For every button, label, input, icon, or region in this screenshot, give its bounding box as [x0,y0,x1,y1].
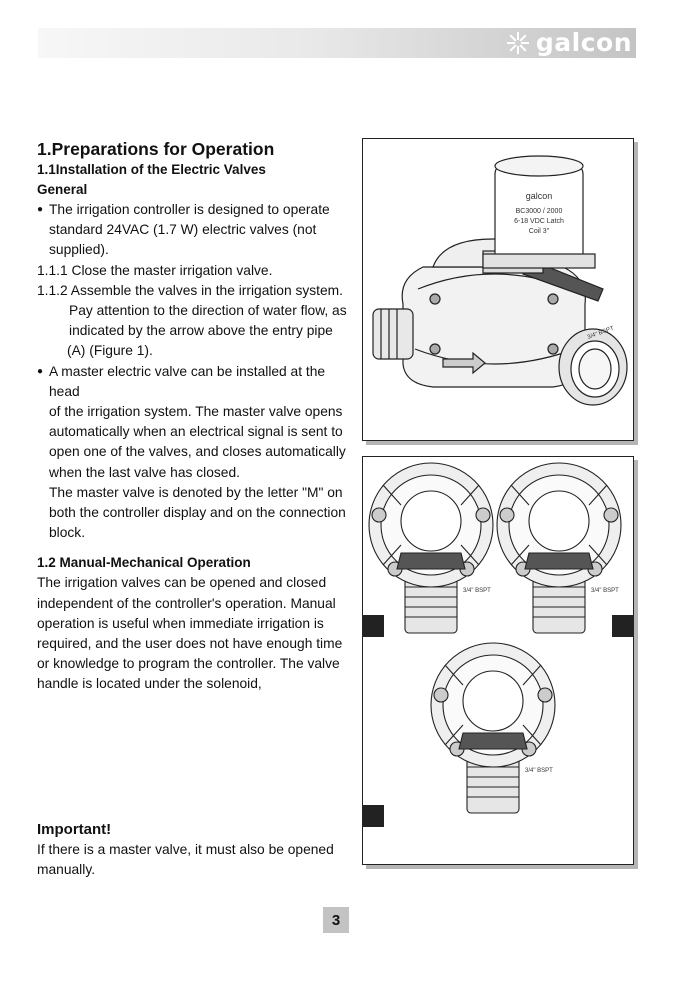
important-note [37,820,357,880]
general-heading: General [37,182,88,197]
text-line: automatically when an electrical signal is sent to [49,424,343,440]
figure-2-valves [362,456,634,865]
header-bar [38,28,636,58]
valve-label: 3/4" BSPT [525,768,553,774]
text-line: required, and the user does not have enough time [37,636,343,652]
text-line: open one of the valves, and closes automatically [49,444,346,460]
text-line: both the controller display and on the connection [49,505,346,521]
figure-marker-bottom [362,805,384,827]
text-line: supplied). [49,242,109,258]
text-line: The master valve is denoted by the letter "M" on [49,484,343,500]
figure-marker-left [362,615,384,637]
figure-marker-right [612,615,634,637]
text-line: ● The irrigation controller is designed to operate [49,202,330,217]
page-number: 3 [323,907,349,933]
text-line: indicated by the arrow above the entry pipe [69,323,333,339]
bullet-master-valve [37,362,357,544]
text-line: handle is located under the solenoid, [37,676,262,692]
figure-1-valve [362,138,634,441]
pipe-label: 3/4" BSPT [586,325,615,341]
section-1-1-heading: 1.1Installation of the Electric Valves [37,162,266,177]
text-line: manually. [37,862,96,878]
valves-top-view [363,457,635,866]
bullet-voltage [37,200,357,261]
page-title: 1.Preparations for Operation [37,139,275,159]
galcon-sunburst-icon [506,31,530,55]
galcon-logo [506,28,632,57]
step-1-1-2-detail [37,301,357,341]
text-line: standard 24VAC (1.7 W) electric valves (not [49,222,317,238]
valve-top-bottom [431,643,555,813]
solenoid-label-line: BC3000 / 2000 [515,208,563,215]
step-1-1-2: 1.1.2 Assemble the valves in the irrigation system. [37,282,343,298]
step-1-1-2-figure-ref: (A) (Figure 1). [67,343,153,359]
text-line: Pay attention to the direction of water flow, as [69,303,347,319]
text-line: independent of the controller's operation. Manual [37,595,336,611]
text-line: The irrigation valves can be opened and closed [37,575,327,591]
valve-top-right [497,463,621,633]
text-line: If there is a master valve, it must also be opened [37,842,334,857]
solenoid-label-line: Coil 3" [528,228,550,235]
step-1-1-1: 1.1.1 Close the master irrigation valve. [37,262,273,278]
text-line: or knowledge to program the controller. The valve [37,656,340,672]
section-1-2-heading: 1.2 Manual-Mechanical Operation [37,555,251,571]
text-line: block. [49,525,86,541]
important-heading: Important! [37,821,112,838]
text-line: ● A master electric valve can be installed at the head [49,363,326,399]
text-line: operation is useful when immediate irrigation is [37,615,324,631]
brand-name: galcon [535,28,632,57]
text-line: when the last valve has closed. [49,464,240,480]
manual-operation-text [37,573,357,694]
valve-label: 3/4" BSPT [463,588,491,594]
valve-illustration [363,139,635,442]
valve-label: 3/4" BSPT [591,588,619,594]
valve-top-left [369,463,493,633]
text-line: of the irrigation system. The master valve opens [49,404,343,420]
solenoid-label-line: 6-18 VDC Latch [514,218,564,225]
instructions-text [37,138,357,695]
solenoid-brand: galcon [525,191,553,201]
